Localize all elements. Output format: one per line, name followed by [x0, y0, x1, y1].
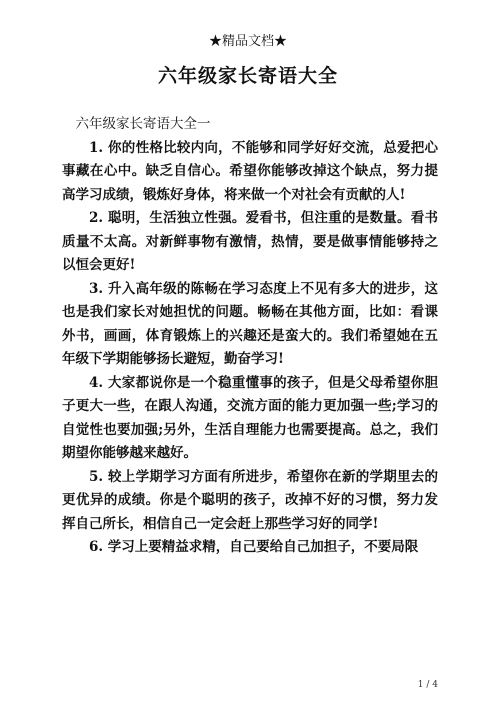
paragraph-5: 5. 较上学期学习方面有所进步，希望你在新的学期里去的更优异的成绩。你是个聪明的孩子，改掉不好的习惯，努力发挥自己所长，相信自己一定会赶上那些学习好的同学! [62, 468, 438, 532]
paragraph-1: 1. 你的性格比较内向，不能够和同学好好交流，总爱把心事藏在心中。缺乏自信心。希望你能够改掉这个缺点，努力提高学习成绩，锻炼好身体，将来做一个对社会有贡献的人! [62, 139, 438, 203]
paragraph-3: 3. 升入高年级的陈畅在学习态度上不见有多大的进步，这也是我们家长对她担忧的问题。畅畅在其他方面，比如：看课外书，画画，体育锻炼上的兴趣还是蛮大的。我们希望她在五年级下学期能够扬长避短，勤奋学习! [62, 280, 438, 367]
section-subheading: 六年级家长寄语大全一 [75, 116, 211, 132]
page-header: ★精品文档★ [208, 34, 287, 49]
paragraph-4: 4. 大家都说你是一个稳重懂事的孩子，但是父母希望你胆子更大一些，在跟人沟通，交流方面的能力更加强一些;学习的自觉性也要加强;另外，生活自理能力也需要提高。总之，我们期望你能够越来越好。 [62, 374, 438, 461]
paragraph-2: 2. 聪明，生活独立性强。爱看书，但注重的是数量。看书质量不太高。对新鲜事物有激情，热情，要是做事情能够持之以恒会更好! [62, 210, 438, 273]
document-title: 六年级家长寄语大全 [157, 65, 338, 87]
page-number: 1 / 4 [417, 680, 438, 690]
paragraph-6: 6. 学习上要精益求精，自己要给自己加担子，不要局限 [89, 539, 419, 555]
document-body [62, 113, 438, 560]
